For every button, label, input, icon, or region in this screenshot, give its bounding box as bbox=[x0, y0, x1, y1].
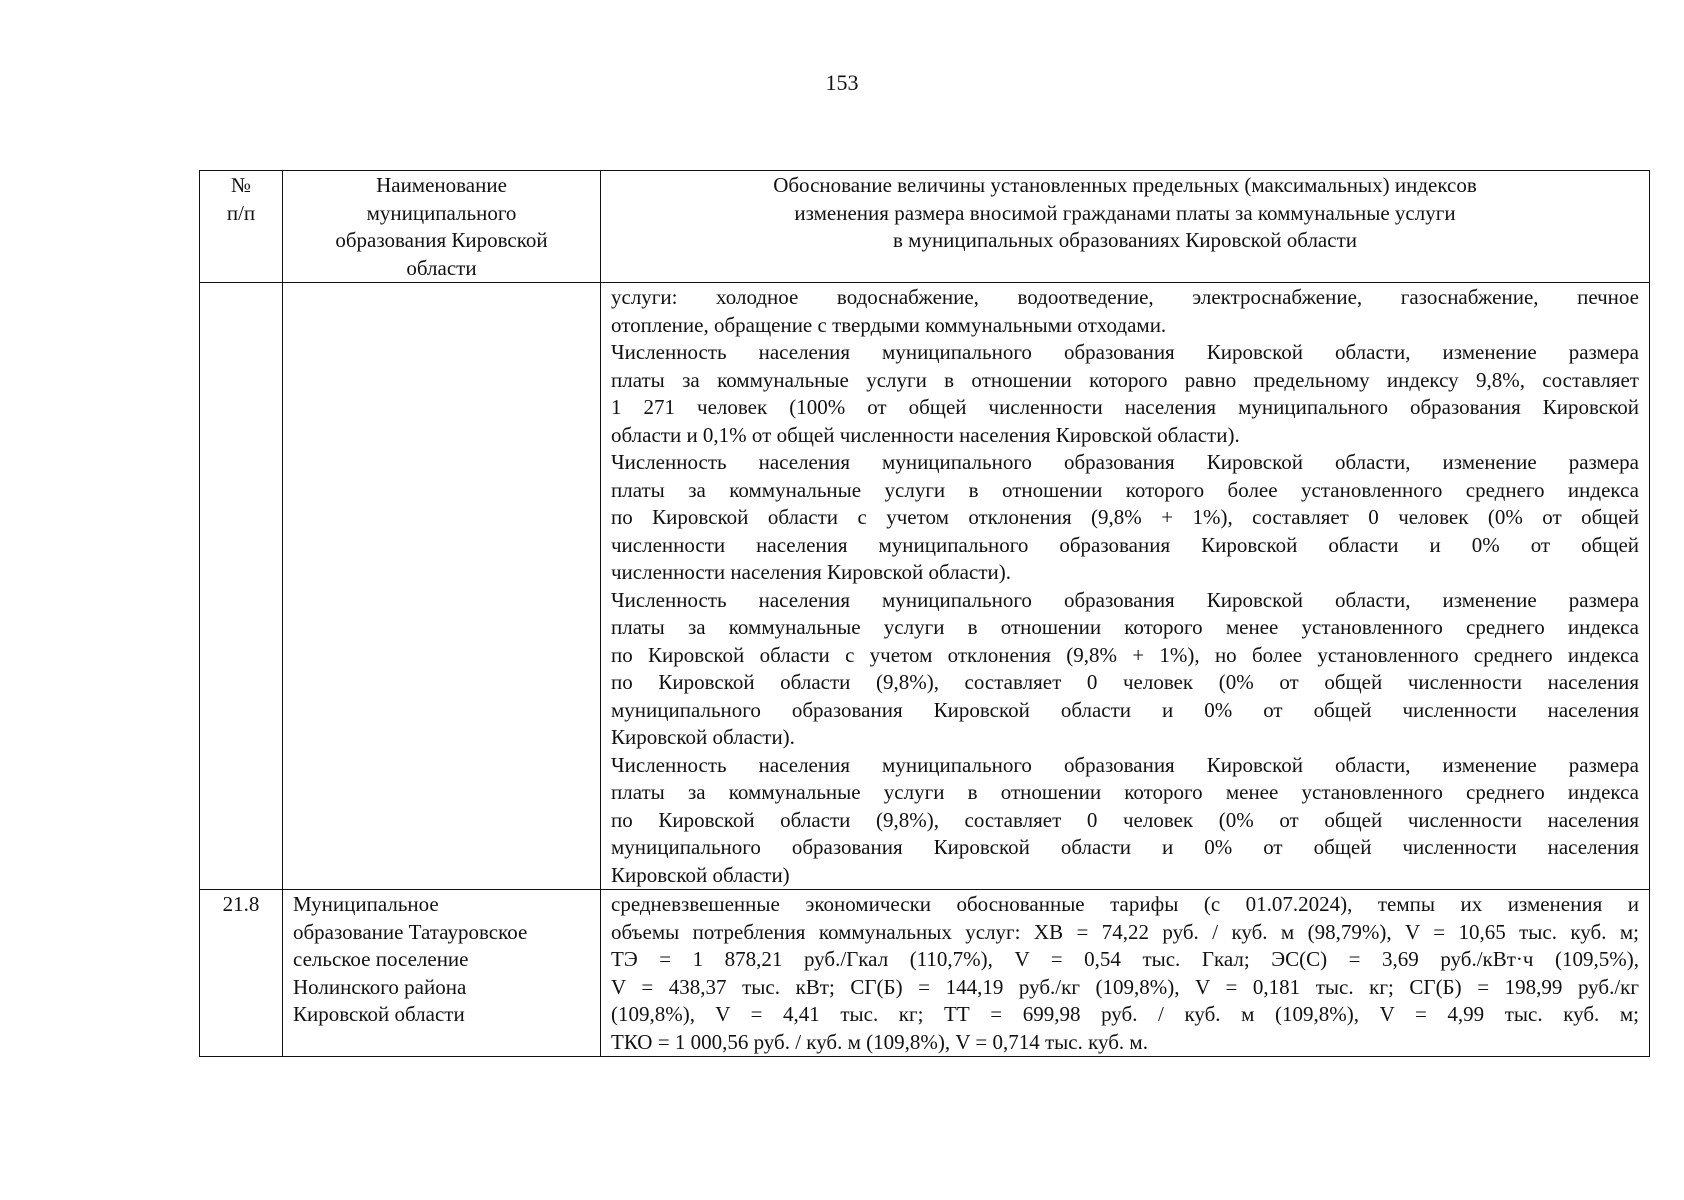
justification-line: платы за коммунальные услуги в отношении которого равно предельному индексу 9,8%, составляет bbox=[611, 367, 1639, 392]
row-name-cell bbox=[283, 283, 601, 890]
municipality-name-line: сельское поселение bbox=[293, 947, 469, 971]
municipality-name-line: Нолинского района bbox=[293, 974, 467, 999]
row-number-cell bbox=[200, 283, 283, 890]
justification-line: Кировской области) bbox=[611, 862, 790, 887]
justification-line: V = 438,37 тыс. кВт; СГ(Б) = 144,19 руб./кг (109,8%), V = 0,181 тыс. кг; СГ(Б) = 198,99 руб./кг bbox=[611, 974, 1639, 999]
justification-line: муниципального образования Кировской области и 0% от общей численности населения bbox=[611, 697, 1639, 722]
table-row bbox=[200, 890, 1650, 1057]
justification-line: ТЭ = 1 878,21 руб./Гкал (110,7%), V = 0,54 тыс. Гкал; ЭС(С) = 3,69 руб./кВт·ч (109,5%), bbox=[611, 947, 1639, 971]
header-name-line: муниципального bbox=[366, 200, 517, 225]
header-justification-cell bbox=[601, 171, 1650, 283]
row-name-cell bbox=[283, 890, 601, 1057]
justification-line: численности населения Кировской области). bbox=[611, 560, 1011, 584]
header-justification-line: изменения размера вносимой гражданами платы за коммунальные услуги bbox=[794, 200, 1456, 225]
header-number-line: п/п bbox=[226, 200, 256, 225]
index-justification-table bbox=[199, 170, 1650, 1057]
justification-line: численности населения муниципального образования Кировской области и 0% от общей bbox=[611, 532, 1639, 557]
justification-line: по Кировской области с учетом отклонения (9,8% + 1%), составляет 0 человек (0% от общей bbox=[611, 505, 1639, 529]
justification-line: (109,8%), V = 4,41 тыс. кг; ТТ = 699,98 руб. / куб. м (109,8%), V = 4,99 тыс. куб. м; bbox=[611, 1002, 1639, 1026]
municipality-name-line: образование Татауровское bbox=[293, 919, 528, 944]
row-number-cell: 21.8 bbox=[200, 890, 283, 1057]
justification-line: Кировской области). bbox=[611, 725, 795, 749]
justification-line: области и 0,1% от общей численности населения Кировской области). bbox=[611, 422, 1240, 447]
header-name-cell bbox=[283, 171, 601, 283]
municipality-name-line: Кировской области bbox=[293, 1002, 465, 1026]
justification-line: 1 271 человек (100% от общей численности населения муниципального образования Кировской bbox=[611, 395, 1639, 419]
header-name-line: образования Кировской bbox=[335, 228, 548, 252]
municipality-name-line: Муниципальное bbox=[293, 892, 439, 916]
justification-line: Численность населения муниципального образования Кировской области, изменение размера bbox=[611, 450, 1639, 474]
justification-line: объемы потребления коммунальных услуг: ХВ = 74,22 руб. / куб. м (98,79%), V = 10,65 тыс. куб. м; bbox=[611, 919, 1639, 944]
justification-line: по Кировской области с учетом отклонения (9,8% + 1%), но более установленного среднего индекса bbox=[611, 642, 1639, 667]
header-justification-line: в муниципальных образованиях Кировской области bbox=[892, 228, 1357, 252]
header-number-line: № bbox=[230, 173, 252, 197]
justification-line: ТКО = 1 000,56 руб. / куб. м (109,8%), V = 0,714 тыс. куб. м. bbox=[611, 1029, 1148, 1054]
justification-line: платы за коммунальные услуги в отношении которого более установленного среднего индекса bbox=[611, 477, 1639, 502]
justification-line: средневзвешенные экономически обоснованные тарифы (с 01.07.2024), темпы их изменения и bbox=[611, 892, 1639, 916]
table-header-row bbox=[200, 171, 1650, 283]
justification-line: Численность населения муниципального образования Кировской области, изменение размера bbox=[611, 340, 1639, 364]
justification-line: отопление, обращение с твердыми коммунальными отходами. bbox=[611, 312, 1167, 337]
header-number-cell bbox=[200, 171, 283, 283]
row-justification-cell bbox=[601, 283, 1650, 890]
row-justification-cell bbox=[601, 890, 1650, 1057]
justification-line: услуги: холодное водоснабжение, водоотведение, электроснабжение, газоснабжение, печное bbox=[611, 285, 1639, 309]
justification-line: платы за коммунальные услуги в отношении которого менее установленного среднего индекса bbox=[611, 780, 1639, 804]
justification-line: платы за коммунальные услуги в отношении которого менее установленного среднего индекса bbox=[611, 615, 1639, 639]
page-number: 153 bbox=[825, 70, 859, 95]
table-row bbox=[200, 283, 1650, 890]
justification-line: по Кировской области (9,8%), составляет 0 человек (0% от общей численности населения bbox=[611, 807, 1639, 832]
header-name-line: Наименование bbox=[376, 173, 507, 197]
header-justification-line: Обоснование величины установленных предельных (максимальных) индексов bbox=[773, 173, 1477, 197]
justification-line: муниципального образования Кировской области и 0% от общей численности населения bbox=[611, 835, 1639, 859]
justification-line: Численность населения муниципального образования Кировской области, изменение размера bbox=[611, 752, 1639, 777]
header-name-line: области bbox=[406, 255, 477, 280]
justification-line: Численность населения муниципального образования Кировской области, изменение размера bbox=[611, 587, 1639, 612]
justification-line: по Кировской области (9,8%), составляет 0 человек (0% от общей численности населения bbox=[611, 670, 1639, 694]
